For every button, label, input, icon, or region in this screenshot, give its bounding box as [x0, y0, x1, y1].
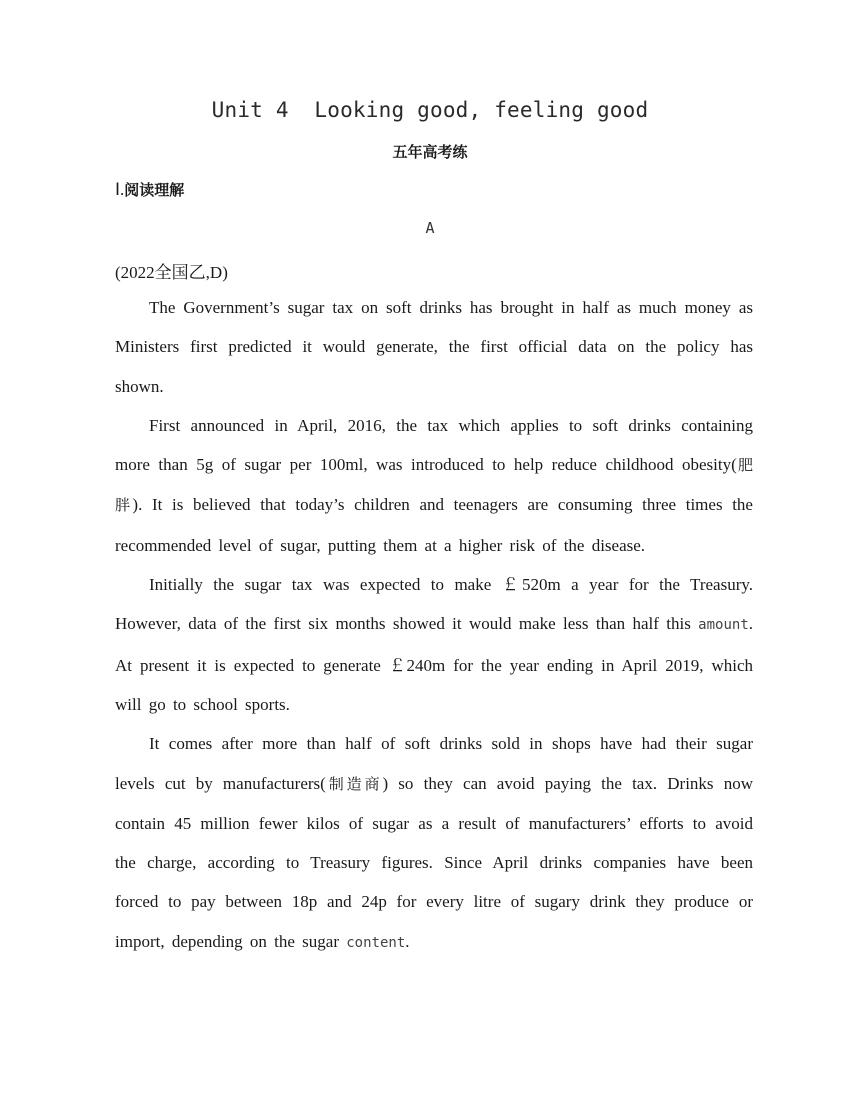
- paragraph-4-text-a: It comes after more than half of soft drinks sold in shops have had their sugar levels cut by manufacturers(: [115, 734, 753, 793]
- keyword-content: content: [346, 934, 406, 951]
- paragraph-4-text-c: .: [405, 931, 410, 951]
- paragraph-2-text-b: ). It is believed that today’s children and teenagers are consuming three times the recommended level of sugar, putting them at a higher risk of the disease.: [115, 495, 753, 555]
- paragraph-1-text: The Government’s sugar tax on soft drinks has brought in half as much money as Ministers first predicted it would generate, the first official data on the policy has shown.: [115, 298, 753, 396]
- paragraph-4-text-b: ) so they can avoid paying the tax. Drinks now contain 45 million fewer kilos of sugar as a result of manufacturers’ efforts to avoid the charge, according to Treasury figures. Since April drinks companies have been forced to pay between 18p and 24p for every litre of sugary drink they produce or import, depending on the sugar: [115, 773, 753, 951]
- passage-label: A: [425, 219, 435, 237]
- unit-title: Unit 4 Looking good, feeling good: [211, 98, 649, 122]
- exercise-subtitle: 五年高考练: [392, 143, 468, 161]
- section-label: 阅读理解: [124, 181, 185, 199]
- section-numeral: Ⅰ.: [115, 180, 125, 199]
- paragraph-3-text-b: . At present it is expected to generate ￡240m for the year ending in April 2019, which will go to school sports.: [115, 614, 753, 714]
- paragraph-2: [115, 406, 753, 565]
- paragraph-1: [115, 288, 753, 406]
- gloss-manufacturers: 制造商: [325, 774, 383, 793]
- passage-source: (2022全国乙,D): [115, 263, 228, 282]
- gloss-obesity: 肥胖: [115, 456, 753, 515]
- paragraph-3: [115, 565, 753, 724]
- paragraph-2-text-a: First announced in April, 2016, the tax which applies to soft drinks containing more than 5g of sugar per 100ml, was introduced to help reduce childhood obesity(: [115, 415, 753, 475]
- keyword-amount: amount: [698, 617, 749, 634]
- section-heading: [115, 179, 184, 200]
- passage-body: [115, 288, 753, 963]
- paragraph-4: [115, 724, 753, 963]
- paragraph-3-text-a: Initially the sugar tax was expected to make ￡520m a year for the Treasury. However, data of the first six months showed it would make less than half this: [115, 575, 753, 634]
